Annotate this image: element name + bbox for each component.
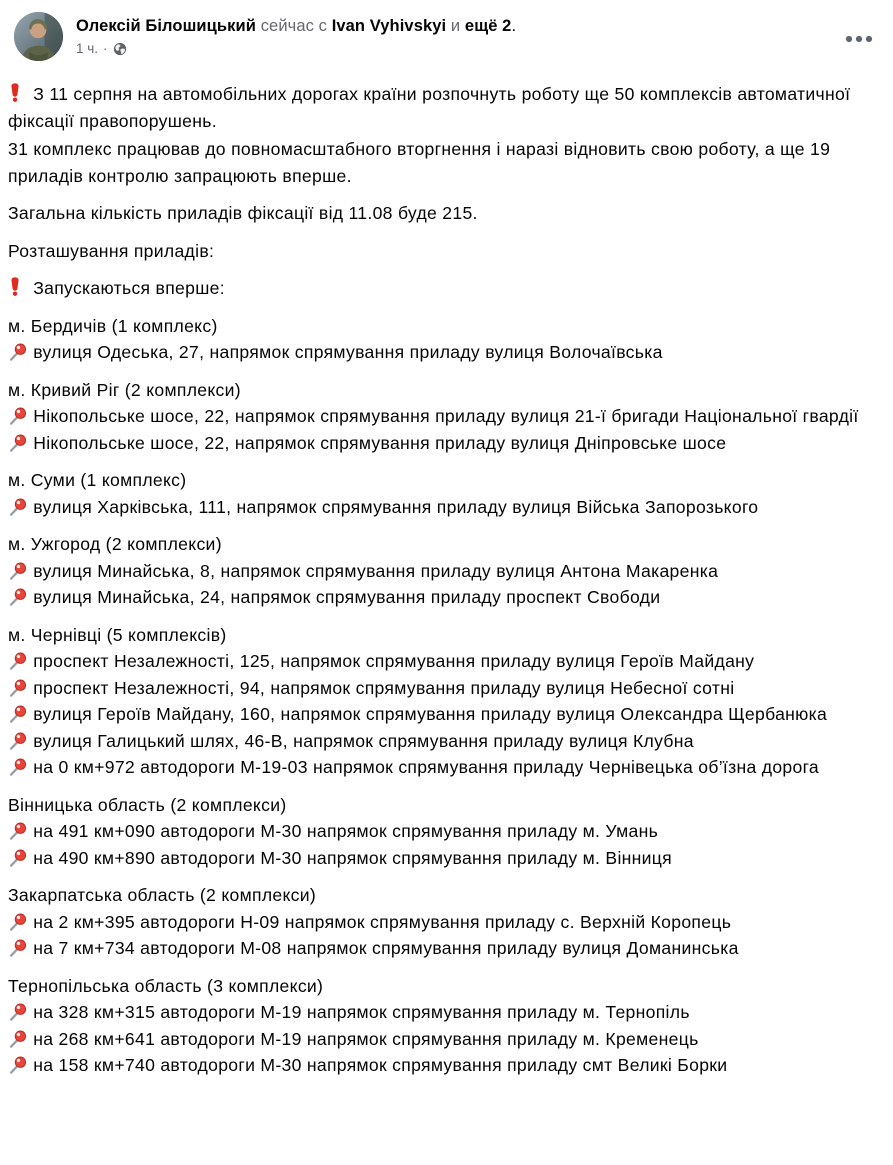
timestamp-link[interactable]: 1 ч. — [76, 41, 99, 56]
globe-icon — [113, 42, 127, 56]
camera-location-text: вулиця Минайська, 8, напрямок спрямування приладу вулиця Антона Макаренка — [33, 560, 719, 581]
camera-location-text: на 268 км+641 автодороги М-19 напрямок спрямування приладу м. Кременець — [33, 1028, 699, 1049]
pushpin-icon — [8, 1030, 27, 1049]
location-group-heading: Закарпатська область (2 комплекси) — [8, 885, 317, 905]
camera-location-text: вулиця Героїв Майдану, 160, напрямок спрямування приладу вулиця Олександра Щербанюка — [33, 704, 828, 724]
paragraph-text: 31 комплекс працював до повномасштабного вторгнення і наразі відновить свою роботу, а ще 19 приладів контролю запрацюють вперше. — [8, 139, 831, 186]
camera-location-text: проспект Незалежності, 94, напрямок спрямування приладу вулиця Небесної сотні — [33, 677, 735, 698]
red-exclamation-icon — [8, 277, 22, 296]
location-group-heading: м. Бердичів (1 комплекс) — [8, 315, 218, 336]
camera-location-line — [8, 935, 873, 962]
camera-location-text: вулиця Минайська, 24, напрямок спрямування приладу проспект Свободи — [33, 587, 661, 607]
camera-location-line — [8, 999, 873, 1026]
camera-location-text: на 7 км+734 автодороги М-08 напрямок спрямування приладу вулиця Доманинська — [33, 938, 739, 958]
ellipsis-icon — [845, 35, 873, 43]
camera-location-text: Нікопольське шосе, 22, напрямок спрямування приладу вулиця Дніпровське шосе — [33, 432, 727, 453]
camera-location-line — [8, 701, 873, 728]
location-group-heading: м. Кривий Ріг (2 комплекси) — [8, 379, 241, 400]
camera-location-line — [8, 403, 873, 430]
camera-location-text: на 2 км+395 автодороги Н-09 напрямок спрямування приладу с. Верхній Коропець — [33, 911, 732, 932]
camera-location-text: вулиця Харківська, 111, напрямок спрямування приладу вулиця Війська Запорозького — [33, 496, 759, 517]
pushpin-icon — [8, 407, 27, 426]
byline-connector: сейчас с — [260, 17, 327, 35]
post-header — [0, 0, 893, 67]
author-avatar[interactable] — [14, 12, 63, 61]
red-exclamation-icon — [8, 83, 22, 102]
location-group-heading: м. Суми (1 комплекс) — [8, 470, 187, 490]
pushpin-icon — [8, 939, 27, 958]
camera-location-line — [8, 845, 873, 872]
pushpin-icon — [8, 822, 27, 841]
camera-location-text: вулиця Одеська, 27, напрямок спрямування приладу вулиця Волочаївська — [33, 342, 663, 362]
camera-location-text: на 158 км+740 автодороги М-30 напрямок спрямування приладу смт Великі Борки — [33, 1055, 728, 1075]
pushpin-icon — [8, 652, 27, 671]
camera-location-line — [8, 909, 873, 936]
pushpin-icon — [8, 732, 27, 751]
pushpin-icon — [8, 498, 27, 517]
camera-location-text: на 490 км+890 автодороги М-30 напрямок спрямування приладу м. Вінниця — [33, 847, 673, 868]
camera-location-line — [8, 818, 873, 845]
camera-location-line — [8, 339, 873, 366]
pushpin-icon — [8, 758, 27, 777]
byline-connector: и — [450, 17, 461, 35]
header-text — [76, 12, 516, 57]
camera-location-text: на 328 км+315 автодороги М-19 напрямок спрямування приладу м. Тернопіль — [33, 1002, 690, 1022]
camera-location-line — [8, 1052, 873, 1079]
location-group-heading: Вінницька область (2 комплекси) — [8, 794, 287, 815]
camera-location-line — [8, 648, 873, 675]
paragraph-text: Загальна кількість приладів фіксації від 11.08 буде 215. — [8, 203, 478, 223]
camera-location-line — [8, 1026, 873, 1053]
pushpin-icon — [8, 705, 27, 724]
dot-separator: · — [103, 41, 108, 56]
location-group-heading: Тернопільська область (3 комплекси) — [8, 975, 324, 996]
pushpin-icon — [8, 434, 27, 453]
avatar-photo — [14, 12, 63, 61]
post-paragraph — [8, 275, 873, 302]
location-group-heading: м. Ужгород (2 комплекси) — [8, 534, 222, 554]
camera-location-line — [8, 430, 873, 457]
pushpin-icon — [8, 588, 27, 607]
camera-location-line — [8, 675, 873, 702]
pushpin-icon — [8, 343, 27, 362]
pushpin-icon — [8, 1056, 27, 1075]
post-paragraph — [8, 81, 873, 134]
camera-location-text: проспект Незалежності, 125, напрямок спрямування приладу вулиця Героїв Майдану — [33, 651, 755, 671]
camera-location-text: вулиця Галицький шлях, 46-В, напрямок спрямування приладу вулиця Клубна — [33, 730, 694, 751]
camera-location-line — [8, 728, 873, 755]
post-body — [0, 67, 893, 1079]
byline-period: . — [511, 17, 517, 35]
pushpin-icon — [8, 849, 27, 868]
post-paragraph — [8, 200, 873, 227]
paragraph-text: З 11 серпня на автомобільних дорогах країни розпочнуть роботу ще 50 комплексів автоматичної фіксації правопорушень. — [8, 84, 851, 131]
post-meta-line — [76, 41, 516, 57]
pushpin-icon — [8, 562, 27, 581]
camera-location-line — [8, 558, 873, 585]
post-menu-button[interactable] — [841, 29, 877, 49]
pushpin-icon — [8, 679, 27, 698]
more-tagged-link[interactable]: ещё 2 — [464, 17, 512, 35]
camera-location-line — [8, 494, 873, 521]
pushpin-icon — [8, 1003, 27, 1022]
paragraph-text: Запускаються вперше: — [33, 278, 225, 298]
post-paragraph — [8, 136, 873, 189]
pushpin-icon — [8, 913, 27, 932]
post-byline — [76, 15, 516, 37]
author-link[interactable]: Олексій Білошицький — [76, 17, 256, 35]
location-group-heading: м. Чернівці (5 комплексів) — [8, 624, 227, 645]
tagged-user-link[interactable]: Ivan Vyhivskyi — [331, 17, 447, 35]
camera-location-text: на 0 км+972 автодороги М-19-03 напрямок спрямування приладу Чернівецька об’їзна дорога — [33, 757, 819, 777]
camera-location-text: на 491 км+090 автодороги М-30 напрямок спрямування приладу м. Умань — [33, 821, 659, 841]
camera-location-line — [8, 754, 873, 781]
paragraph-text: Розташування приладів: — [8, 240, 215, 261]
camera-location-line — [8, 584, 873, 611]
post-paragraph — [8, 238, 873, 265]
camera-location-text: Нікопольське шосе, 22, напрямок спрямування приладу вулиця 21-ї бригади Національної гвардії — [33, 406, 859, 426]
